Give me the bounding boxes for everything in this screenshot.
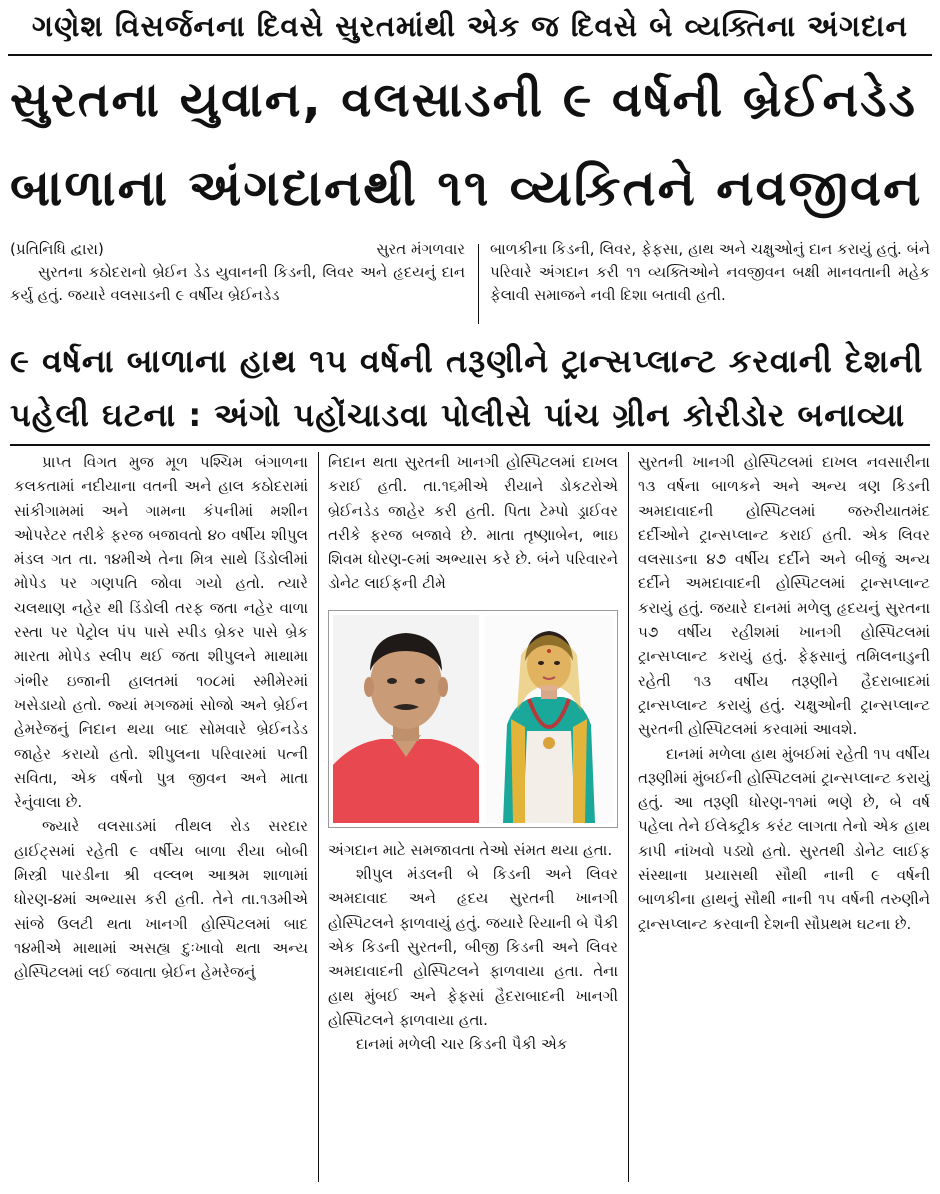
kicker-headline: ગણેશ વિસર્જનના દિવસે સુરતમાંથી એક જ દિવસે બે વ્યક્તિના અંગદાન: [31, 9, 909, 43]
subheadline-line-1: ૯ વર્ષના બાળાના હાથ ૧૫ વર્ષની તરૂણીને ટ્રાન્સપ્લાન્ટ કરવાની દેશની: [10, 342, 924, 380]
subhead-rule: [10, 444, 930, 446]
intro-block: [10, 238, 930, 330]
donor-girl-photo: [485, 615, 613, 823]
intro-left-text: સુરતના કઠોદરાનો બ્રેઈન ડેડ યુવાનની કિડની, લિવર અને હૃદયનું દાન કર્યુ હતું. જયારે વલસાડની ૯ વર્ષીય બ્રેઈનડેડ: [10, 263, 465, 304]
column-2-paragraph-1: નિદાન થતા સુરતની ખાનગી હોસ્પિટલમાં દાખલ કરાઈ હતી. તા.૧૬મીએ રીયાને ડોકટરોએ બ્રેઈનડેડ જાહેર કરી હતી. પિતા ટેમ્પો ડ્રાઈવર તરીકે ફરજ બજાવે છે. માતા તૃષ્ણાબેન, ભાઇ શિવમ ધોરણ-૯માં અભ્યાસ કરે છે. બંને પરિવારને ડોનેટ લાઈફની ટીમે: [328, 453, 618, 593]
column-rule-2: [628, 452, 629, 1182]
intro-right-text: બાળકીના કિડની, લિવર, ફેફસા, હાથ અને ચક્ષુઓનું દાન કરાયું હતું. બંને પરિવારે અંગદાન કરી ૧૧ વ્યક્તિઓને નવજીવન બક્ષી માનવતાની મહેક ફેલાવી સમાજને નવી દિશા બતાવી હતી.: [490, 240, 930, 304]
column-1-paragraph-1: પ્રાપ્ત વિગત મુજ મૂળ પશ્ચિમ બંગાળના કલકતામાં નદીયાના વતની અને હાલ કઠોદરામાં સાંકીગામમાં અને ગામના કંપનીમાં મશીન ઓપરેટર તરીકે ફરજ બજાવતો ૪૦ વર્ષીય શીપુલ મંડલ ગત તા. ૧૪મીએ તેના મિત્ર સાથે ડિંડોલીમાં મોપેડ પર ગણપતિ જોવા ગયો હતો. ત્યારે ચલથાણ નહેર થી ડિંડોલી તરફ જતા નહેર વાળા રસ્તા પર પેટ્રોલ પંપ પાસે સ્પીડ બ્રેકર પાસે બ્રેક મારતા મોપેડ સ્લીપ થઈ જતા શીપુલને માથામા ગંભીર ઇજાની હાલતમાં ૧૦૮માં સ્મીમેરમાં ખસેડાયો હતો. જ્યાં મગજમાં સોજો અને બ્રેઈન હેમરેજનું નિદાન થયા બાદ સોમવારે બ્રેઈનડેડ જાહેર કરાયો હતો. શીપુલના પરિવારમાં પત્ની સવિતા, એક વર્ષનો પુત્ર જીવન અને માતા રેનુંવાલા છે.: [14, 453, 308, 812]
photo-panel: [328, 610, 618, 828]
column-1-paragraph-2: જ્યારે વલસાડમાં તીથલ રોડ સરદાર હાઈટ્સમાં રહેતી ૯ વર્ષીય બાળા રીયા બોબી મિસ્ત્રી પારડીના શ્રી વલ્લભ આશ્રમ શાળામાં ધોરણ-૪માં અભ્યાસ કરી હતી. તેને તા.૧૩મીએ સાંજે ઉલટી થતા ખાનગી હોસ્પિટલમાં બાદ ૧૪મીએ માથામાં અસહ્ય દુઃખાવો થતા અન્ય હોસ્પિટલમાં લઈ જવાતા બ્રેઈન હેમરેજનું: [14, 817, 308, 982]
column-3-paragraph-2: દાનમાં મળેલા હાથ મુંબઈમાં રહેતી ૧૫ વર્ષીય તરૂણીમાં મુંબઈની હોસ્પિટલમાં ટ્રાન્સપ્લાન્ટ કરાયું હતું. આ તરૂણી ધોરણ-૧૧માં ભણે છે, બે વર્ષ પહેલા તેને ઈલેક્ટ્રીક કરંટ લાગતા તેનો એક હાથ કાપી નાંખવો પડ્યો હતો. સુરતથી ડોનેટ લાઈફ સંસ્થાના પ્રયાસથી સૌથી નાની ૯ વર્ષની બાળકીના હાથનું સૌથી નાની ૧૫ વર્ષની તરુણીને ટ્રાન્સપ્લાન્ટ કરવાની દેશની સૌપ્રથમ ઘટના છે.: [638, 744, 930, 933]
column-2-paragraph-2: અંગદાન માટે સમજાવતા તેઓ સંમત થયા હતા.: [328, 840, 613, 859]
intro-divider: [478, 244, 479, 324]
intro-left: [10, 238, 465, 307]
column-rule-1: [318, 452, 319, 1182]
main-headline-line-2: બાળાના અંગદાનથી ૧૧ વ્યકિતને નવજીવન: [10, 159, 923, 217]
column-3-paragraph-1: સુરતની ખાનગી હોસ્પિટલમાં દાખલ નવસારીના ૧૩ વર્ષના બાળકને અને અન્ય ત્રણ કિડની અમદાવાદની હોસ્પિટલમાં જરુરીયાતમંદ દર્દીઓને ટ્રાન્સપ્લાન્ટ કરાઈ હતી. એક લિવર વલસાડના ૪૭ વર્ષીય દર્દીને અને બીજું અન્ય દર્દીને અમદાવાદની હોસ્પિટલમાં ટ્રાન્સપ્લાન્ટ કરાયું હતું. જયારે દાનમાં મળેલુ હૃદયનું સુરતના ૫૭ વર્ષીય રહીશમાં ખાનગી હોસ્પિટલમાં ટ્રાન્સપ્લાન્ટ કરાયું હતું. ફેફસાનું તમિલનાડુની રહેતી ૧૩ વર્ષીય તરૂણીને હૈદરાબાદમાં ટ્રાન્સપ્લાન્ટ કરાયું હતું. ચક્ષુઓની ટ્રાન્સપ્લાન્ટ સુરતની હોસ્પિટલમાં કરવામાં આવશે.: [638, 453, 930, 739]
dateline: સુરત મંગળવાર: [376, 240, 465, 258]
byline-row: [10, 238, 465, 261]
kicker-rule: [8, 54, 932, 56]
donor-man-photo: [333, 615, 479, 823]
main-headline-line-1: સુરતના યુવાન, વલસાડની ૯ વર્ષની બ્રેઈનડેડ: [10, 72, 917, 128]
byline: (પ્રતિનિધિ દ્વારા): [10, 240, 104, 258]
body-column-1: [14, 450, 308, 1185]
body-column-3: [638, 450, 930, 1185]
column-2-paragraph-4: દાનમાં મળેલી ચાર કિડની પૈકી એક: [356, 1035, 568, 1054]
column-2-paragraph-3: શીપુલ મંડલની બે કિડની અને લિવર અમદાવાદ અને હૃદય સુરતની ખાનગી હોસ્પિટલને ફાળવાયું હતું. જયારે રિયાની બે પૈકી એક કિડની સુરતની, બીજી કિડની અને લિવર અમદાવાદની હોસ્પિટલને ફાળવાયા હતા. તેના હાથ મુંબઈ અને ફેફસાં હૈદરાબાદની ખાનગી હોસ્પિટલને ફાળવાયા હતા.: [328, 865, 618, 1029]
body-column-2: [328, 450, 618, 1185]
subheadline-line-2: પહેલી ઘટના : અંગો પહોંચાડવા પોલીસે પાંચ ગ્રીન કોરીડોર બનાવ્યા: [10, 396, 906, 434]
